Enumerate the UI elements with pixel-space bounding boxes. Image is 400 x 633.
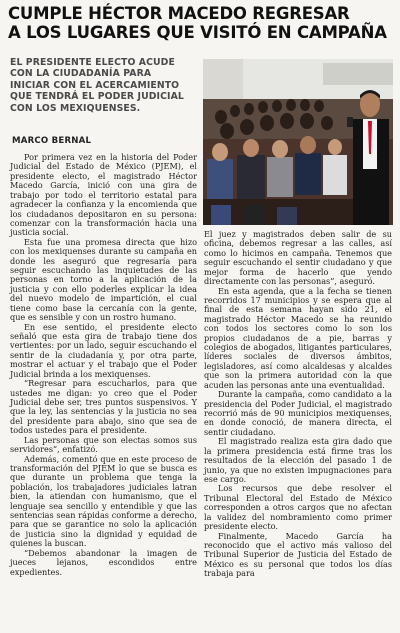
deck-line: CON LOS MEXIQUENSES. xyxy=(10,102,141,114)
paragraph: Los recursos que debe resolver el Tribunal Electoral del Estado de México corresponden a otros cargos que no afectan la validez del nombramiento como primer presidente electo. xyxy=(204,483,392,532)
paragraph: Durante la campaña, como candidato a la presidencia del Poder Judicial, el magistrado recorrió más de 90 municipios mexiquenses, en donde conoció, de manera directa, el sentir ciudadano. xyxy=(204,389,392,437)
paragraph: “Regresar para escucharlos, para que ustedes me digan: yo creo que el Poder Judicial debe ser, tres puntos suspensivos. Y que la ley, las sentencias y la justicia no sea del presidente para abajo, sino que sea de todos ustedes para el presidente. xyxy=(10,378,197,436)
deck-line: CON LA CIUDADANÍA PARA xyxy=(10,68,152,80)
auditorium-illustration xyxy=(203,59,393,225)
text-column-right xyxy=(204,230,392,579)
deck-line: QUE TENDRÁ EL PODER JUDICIAL xyxy=(10,91,184,103)
article-deck xyxy=(10,57,196,114)
paragraph: Por primera vez en la historia del Poder Judicial del Estado de México (PJEM), el presidente electo, el magistrado Héctor Macedo García, inició con una gira de trabajo por todo el territorio estatal para agradecer la confianza y la encomienda que los ciudadanos depositaron en su persona: comenzar con la transformación hacia una justicia social. xyxy=(10,152,197,238)
byline: MARCO BERNAL xyxy=(12,136,92,146)
headline-line: CUMPLE HÉCTOR MACEDO REGRESAR xyxy=(8,4,350,23)
paragraph: Esta fue una promesa directa que hizo con los mexiquenses durante su campaña en donde les aseguró que regresaría para seguir escuchando las inquietudes de las personas en torno a la aplicación de la justicia y con ello poderles explicar la idea del nuevo modelo de impartición, el cual tiene como base la cercanía con la gente, que es sensible y con un rostro humano. xyxy=(10,236,197,323)
paragraph: Las personas que son electas somos sus servidores”, enfatizó. xyxy=(10,434,197,455)
deck-line: EL PRESIDENTE ELECTO ACUDE xyxy=(10,57,175,68)
text-column-left xyxy=(10,153,197,577)
event-photo xyxy=(203,59,393,225)
headline-line: A LOS LUGARES QUE VISITÓ EN CAMPAÑA xyxy=(8,23,387,42)
paragraph: En ese sentido, el presidente electo señaló que esta gira de trabajo tiene dos vertientes: por un lado, seguir escuchando el sentir de la ciudadanía y, por otra parte, mostrar el actuar y el trabajo que el Poder Judicial brinda a los mexiquenses. xyxy=(10,321,197,379)
paragraph: En esta agenda, que a la fecha se tienen recorridos 17 municipios y se espera que al final de esta semana hayan sido 21, el magistrado Héctor Macedo se ha reunido con todos los sectores como lo son los propios ciudadanos de a pie, barras y colegios de abogados, litigantes particulares, líderes sociales de diversos ámbitos, legisladores, así como alcaldesas y alcaldes que son la primera autoridad con la que acuden las personas ante una eventualidad. xyxy=(204,285,392,390)
paragraph: El magistrado realiza esta gira dado que la primera presidencia está firme tras los resultados de la elección del pasado 1 de junio, ya que no existen impugnaciones para ese cargo. xyxy=(204,436,392,484)
paragraph: Finalmente, Macedo García ha reconocido que el activo más valioso del Tribunal Superior de Justicia del Estado de México es su personal que todos los días trabaja para xyxy=(204,530,392,579)
article-headline xyxy=(8,4,394,42)
paragraph: “Debemos abandonar la imagen de jueces lejanos, escondidos entre expedientes. xyxy=(10,547,197,577)
deck-line: INICIAR CON EL ACERCAMIENTO xyxy=(10,79,180,91)
paragraph: El juez y magistrados deben salir de su oficina, debemos regresar a las calles, así como lo hicimos en campaña. Tenemos que seguir escuchando el sentir ciudadano y que mejor forma de hacerlo que yendo directamente con las personas”, aseguró. xyxy=(204,229,392,287)
paragraph: Además, comentó que en este proceso de transformación del PJEM lo que se busca es que durante un problema que tenga la población, los trabajadores judiciales latran bien, la atiendan con humanismo, que el lenguaje sea sencillo y entendible y que las sentencias sean rápidas conforme a derecho, para que se garantice no solo la aplicación de justicia sino la dignidad y equidad de quienes la buscan. xyxy=(10,453,197,549)
